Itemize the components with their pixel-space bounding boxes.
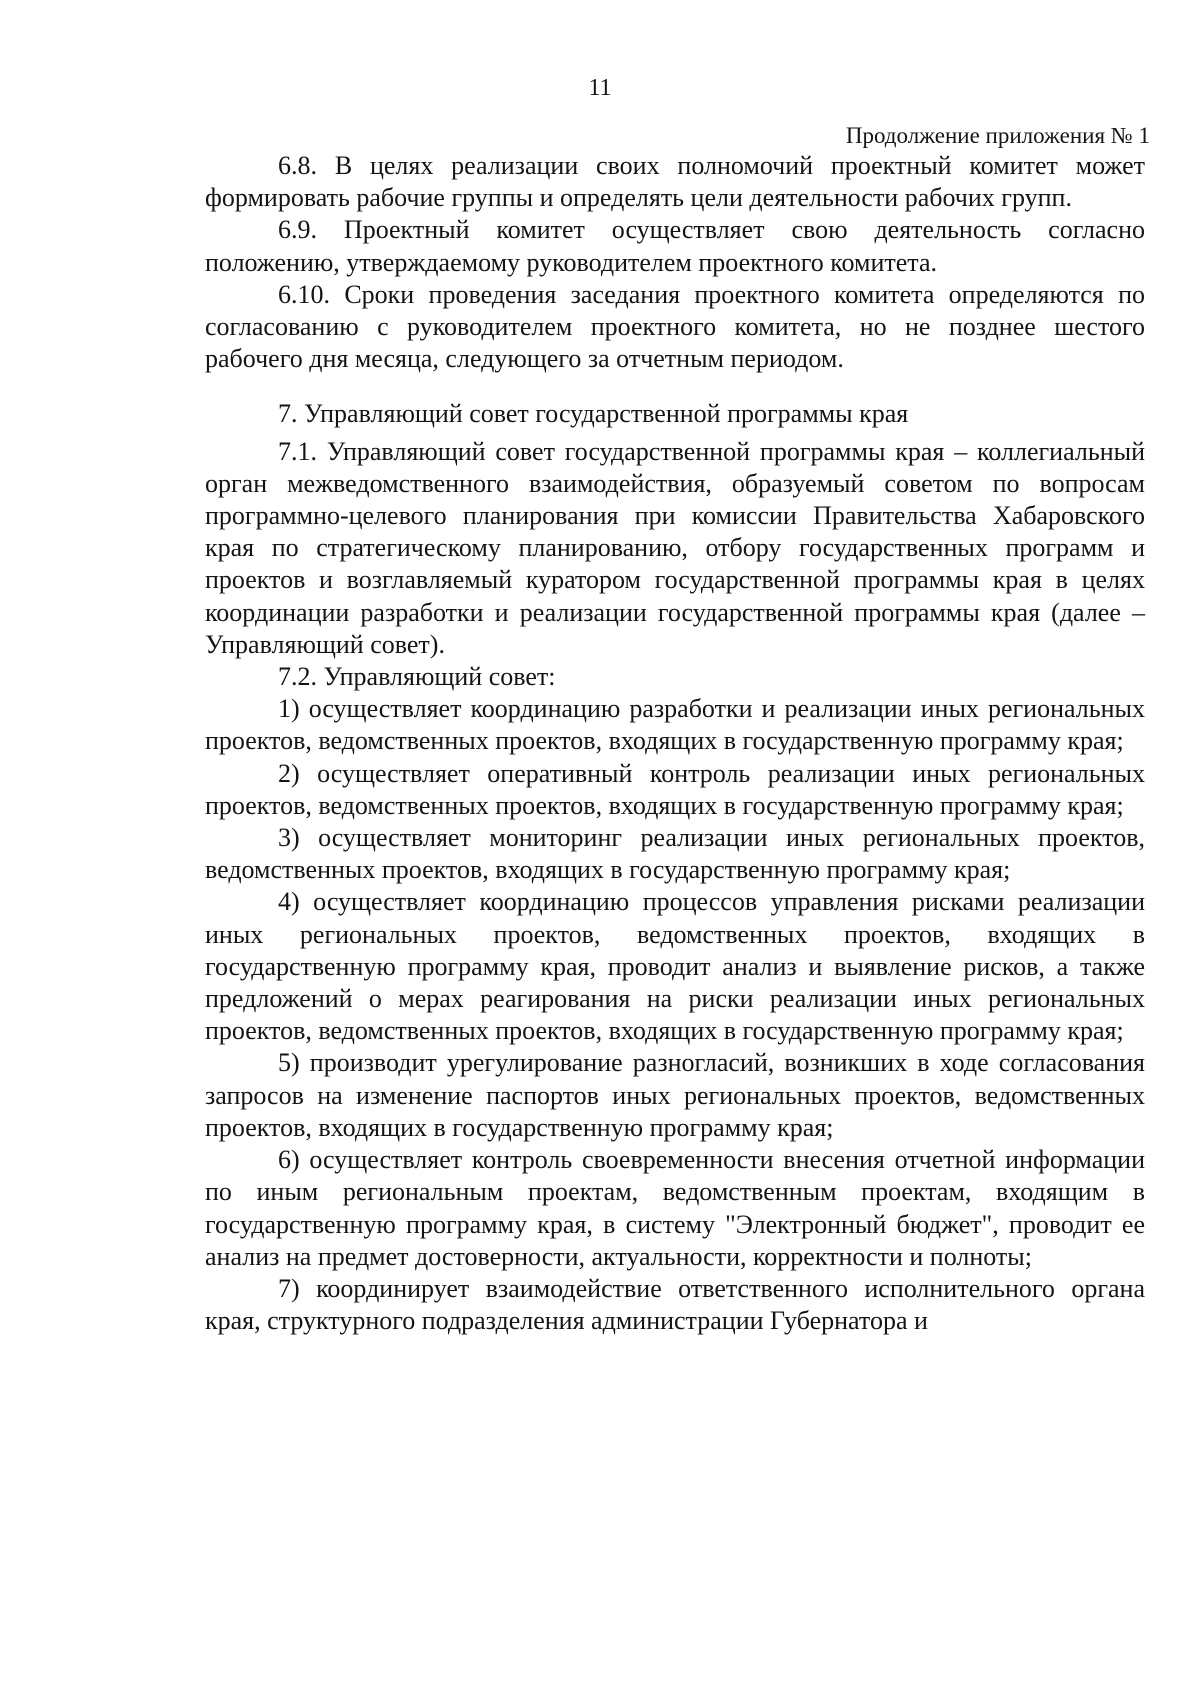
page-number: 11 bbox=[588, 75, 612, 101]
list-item-3: 3) осуществляет мониторинг реализации иных региональных проектов, ведомственных проектов, входящих в государственную программу края; bbox=[205, 823, 1145, 885]
paragraph-7-2: 7.2. Управляющий совет: bbox=[278, 662, 556, 692]
list-item-7: 7) координирует взаимодействие ответственного исполнительного органа края, структурного подразделения администрации Губернатора и bbox=[205, 1273, 1145, 1336]
list-item-4: 4) осуществляет координацию процессов управления рисками реализации иных региональных проектов, ведомственных проектов, входящих в государственную программу края, проводит анализ и выявление рисков, а также предложений о мерах реагирования на риски реализации иных региональных проектов, ведомственных проектов, входящих в государственную программу края; bbox=[205, 887, 1145, 1046]
running-header: Продолжение приложения № 1 bbox=[845, 123, 1150, 148]
section-heading-7: 7. Управляющий совет государственной программы края bbox=[278, 399, 909, 429]
paragraph-6-8: 6.8. В целях реализации своих полномочий проектный комитет может формировать рабочие группы и определять цели деятельности рабочих групп. bbox=[205, 151, 1145, 213]
list-item-5: 5) производит урегулирование разногласий, возникших в ходе согласования запросов на изменение паспортов иных региональных проектов, ведомственных проектов, входящих в государственную программу края; bbox=[205, 1048, 1145, 1142]
paragraph-7-1: 7.1. Управляющий совет государственной программы края – коллегиальный орган межведомственного взаимодействия, образуемый советом по вопросам программно-целевого планирования при комиссии Правительства Хабаровского края по стратегическому планированию, отбору государственных программ и проектов и возглавляемый куратором государственной программы края в целях координации разработки и реализации государственной программы края (далее – Управляющий совет). bbox=[205, 436, 1145, 659]
paragraph-6-9: 6.9. Проектный комитет осуществляет свою деятельность согласно положению, утверждаемому руководителем проектного комитета. bbox=[205, 215, 1145, 277]
list-item-1: 1) осуществляет координацию разработки и реализации иных региональных проектов, ведомственных проектов, входящих в государственную программу края; bbox=[205, 694, 1145, 756]
list-item-6: 6) осуществляет контроль своевременности внесения отчетной информации по иным региональным проектам, ведомственным проектам, входящим в государственную программу края, в систему "Электронный бюджет", проводит ее анализ на предмет достоверности, актуальности, корректности и полноты; bbox=[205, 1145, 1145, 1271]
paragraph-6-10: 6.10. Сроки проведения заседания проектного комитета определяются по согласованию с руководителем проектного комитета, но не позднее шестого рабочего дня месяца, следующего за отчетным периодом. bbox=[205, 279, 1145, 374]
document-body bbox=[205, 150, 1145, 1337]
section-spacer bbox=[205, 375, 1145, 398]
list-item-2: 2) осуществляет оперативный контроль реализации иных региональных проектов, ведомственных проектов, входящих в государственную программу края; bbox=[205, 758, 1145, 820]
